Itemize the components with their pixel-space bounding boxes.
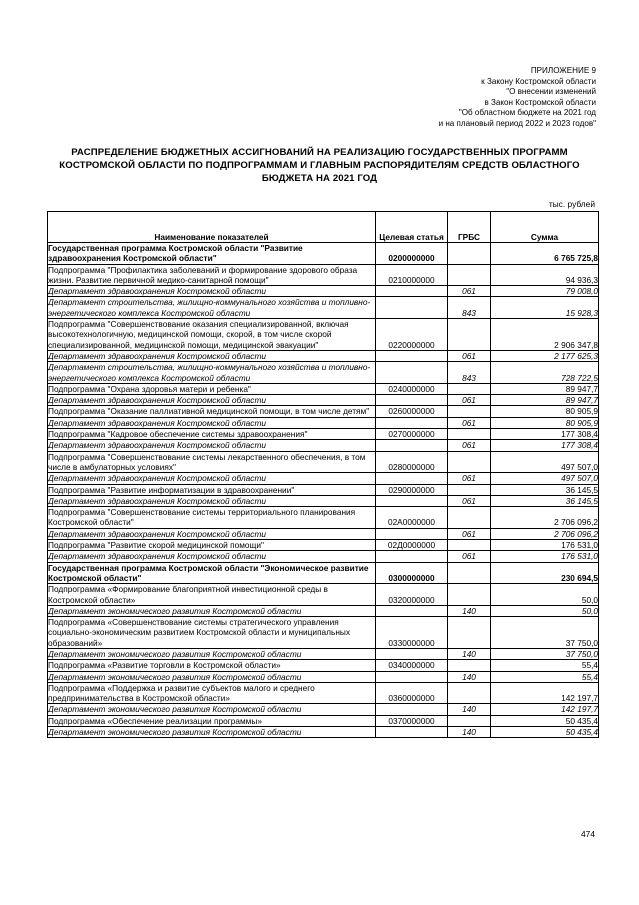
cell-grbs [448,264,491,286]
cell-grbs [448,617,491,649]
cell-sum: 36 145,5 [491,484,599,495]
cell-code [376,495,448,506]
cell-name: Подпрограмма "Совершенствование системы лекарственного обеспечения, в том числе в амбулаторных условиях" [48,451,376,473]
table-row [48,605,599,616]
cell-sum: 79 008,0 [491,286,599,297]
cell-grbs: 061 [448,551,491,562]
table-row [48,395,599,406]
cell-sum: 142 197,7 [491,682,599,704]
cell-name: Департамент экономического развития Костромской области [48,605,376,616]
table-row [48,484,599,495]
cell-name: Департамент здравоохранения Костромской области [48,551,376,562]
table-row [48,319,599,351]
cell-code: 0270000000 [376,429,448,440]
table-row [48,660,599,671]
doc-ref-line-6: и на плановый период 2022 и 2023 годов" [438,118,596,128]
cell-sum: 177 308,4 [491,429,599,440]
cell-grbs [448,562,491,584]
cell-grbs: 843 [448,362,491,384]
table-row [48,473,599,484]
cell-code [376,417,448,428]
units-caption: тыс. рублей [548,199,595,209]
table-header [48,212,599,243]
cell-sum: 80 905,9 [491,406,599,417]
cell-sum: 37 750,0 [491,648,599,659]
column-header-name: Наименование показателей [48,212,376,243]
cell-grbs [448,584,491,606]
cell-code [376,528,448,539]
cell-grbs [448,429,491,440]
cell-name: Государственная программа Костромской области "Экономическое развитие Костромской области" [48,562,376,584]
cell-code [376,286,448,297]
cell-grbs [448,507,491,529]
cell-sum: 497 507,0 [491,473,599,484]
cell-sum: 50,0 [491,584,599,606]
table-row [48,648,599,659]
cell-name: Департамент здравоохранения Костромской области [48,395,376,406]
table-row [48,551,599,562]
cell-name: Департамент здравоохранения Костромской области [48,473,376,484]
cell-name: Департамент здравоохранения Костромской области [48,528,376,539]
cell-grbs: 061 [448,350,491,361]
cell-code: 02А0000000 [376,507,448,529]
table-row [48,682,599,704]
cell-name: Департамент здравоохранения Костромской области [48,440,376,451]
table-body [48,243,599,738]
cell-name: Департамент экономического развития Костромской области [48,648,376,659]
cell-sum: 15 928,3 [491,297,599,319]
cell-grbs [448,451,491,473]
cell-name: Департамент экономического развития Костромской области [48,727,376,738]
cell-name: Подпрограмма "Кадровое обеспечение системы здравоохранения" [48,429,376,440]
table-row [48,264,599,286]
column-header-sum: Сумма [491,212,599,243]
cell-grbs: 140 [448,605,491,616]
cell-sum: 176 531,0 [491,551,599,562]
cell-sum: 2 177 625,3 [491,350,599,361]
cell-grbs: 140 [448,704,491,715]
document-reference-block [296,66,596,130]
cell-code: 0200000000 [376,243,448,265]
cell-code: 0240000000 [376,383,448,394]
page-number: 474 [581,829,595,839]
table-row [48,243,599,265]
cell-name: Государственная программа Костромской области "Развитие здравоохранения Костромской области" [48,243,376,265]
cell-grbs: 061 [448,286,491,297]
cell-name: Департамент здравоохранения Костромской области [48,286,376,297]
doc-ref-line-1: ПРИЛОЖЕНИЕ 9 [530,66,596,75]
cell-code [376,648,448,659]
cell-sum: 50 435,4 [491,727,599,738]
cell-grbs [448,540,491,551]
cell-grbs: 061 [448,440,491,451]
cell-grbs [448,319,491,351]
cell-code: 0300000000 [376,562,448,584]
cell-grbs [448,484,491,495]
cell-code [376,727,448,738]
cell-code: 0360000000 [376,682,448,704]
cell-code: 0320000000 [376,584,448,606]
doc-ref-line-4: в Закон Костромской области [484,97,596,107]
cell-code: 0290000000 [376,484,448,495]
table-row [48,440,599,451]
cell-grbs [448,383,491,394]
cell-name: Департамент экономического развития Костромской области [48,671,376,682]
cell-code [376,297,448,319]
cell-name: Подпрограмма "Развитие информатизации в здравоохранении" [48,484,376,495]
table-row [48,429,599,440]
cell-sum: 230 694,5 [491,562,599,584]
cell-name: Подпрограмма «Развитие торговли в Костромской области» [48,660,376,671]
cell-sum: 36 145,5 [491,495,599,506]
cell-code [376,440,448,451]
cell-code: 0330000000 [376,617,448,649]
table-row [48,495,599,506]
cell-code [376,350,448,361]
cell-grbs: 140 [448,671,491,682]
cell-grbs: 140 [448,727,491,738]
table-row [48,507,599,529]
cell-code: 0220000000 [376,319,448,351]
cell-name: Подпрограмма «Совершенствование системы стратегического управления социально-экономическим развитием Костромской области и муниципальных образований» [48,617,376,649]
cell-grbs: 843 [448,297,491,319]
cell-code: 0280000000 [376,451,448,473]
cell-sum: 142 197,7 [491,704,599,715]
table-row [48,617,599,649]
cell-grbs [448,243,491,265]
cell-code: 0340000000 [376,660,448,671]
table-row [48,297,599,319]
cell-sum: 728 722,5 [491,362,599,384]
page-title: РАСПРЕДЕЛЕНИЕ БЮДЖЕТНЫХ АССИГНОВАНИЙ НА РЕАЛИЗАЦИЮ ГОСУДАРСТВЕННЫХ ПРОГРАММ КОСТРОМСКОЙ ОБЛАСТИ ПО ПОДПРОГРАММАМ И ГЛАВНЫМ РАСПОРЯДИТЕЛЯМ СРЕДСТВ ОБЛАСТНОГО БЮДЖЕТА НА 2021 ГОД [59,147,580,185]
cell-name: Подпрограмма "Развитие скорой медицинской помощи" [48,540,376,551]
cell-name: Подпрограмма «Формирование благоприятной инвестиционной среды в Костромской области» [48,584,376,606]
cell-sum: 176 531,0 [491,540,599,551]
doc-ref-line-5: "Об областном бюджете на 2021 год [458,108,596,118]
cell-sum: 37 750,0 [491,617,599,649]
table-row [48,406,599,417]
cell-grbs: 061 [448,395,491,406]
cell-grbs [448,660,491,671]
cell-code [376,671,448,682]
cell-code: 0210000000 [376,264,448,286]
table-row [48,350,599,361]
cell-code [376,704,448,715]
cell-name: Подпрограмма "Профилактика заболеваний и формирование здорового образа жизни. Развитие первичной медико-санитарной помощи" [48,264,376,286]
cell-name: Подпрограмма "Охрана здоровья матери и ребенка" [48,383,376,394]
cell-sum: 89 947,7 [491,383,599,394]
cell-sum: 2 706 096,2 [491,507,599,529]
budget-table [47,211,599,738]
cell-name: Подпрограмма "Совершенствование системы территориального планирования Костромской области" [48,507,376,529]
cell-sum: 50,0 [491,605,599,616]
table-row [48,540,599,551]
table-row [48,584,599,606]
cell-grbs: 061 [448,473,491,484]
cell-code [376,605,448,616]
cell-sum: 177 308,4 [491,440,599,451]
cell-code [376,473,448,484]
cell-name: Департамент здравоохранения Костромской области [48,495,376,506]
cell-code [376,551,448,562]
cell-sum: 2 706 096,2 [491,528,599,539]
cell-sum: 55,4 [491,660,599,671]
cell-sum: 94 936,3 [491,264,599,286]
cell-name: Департамент экономического развития Костромской области [48,704,376,715]
cell-sum: 497 507,0 [491,451,599,473]
table-row [48,671,599,682]
cell-grbs: 061 [448,528,491,539]
cell-code [376,362,448,384]
cell-name: Департамент строительства, жилищно-коммунального хозяйства и топливно-энергетического комплекса Костромской области [48,297,376,319]
cell-code [376,395,448,406]
table-row [48,727,599,738]
doc-ref-line-3: "О внесении изменений [506,87,596,97]
cell-name: Департамент строительства, жилищно-коммунального хозяйства и топливно-энергетического комплекса Костромской области [48,362,376,384]
cell-grbs [448,715,491,726]
cell-sum: 50 435,4 [491,715,599,726]
cell-sum: 6 765 725,8 [491,243,599,265]
table-row [48,383,599,394]
cell-grbs: 061 [448,417,491,428]
cell-name: Департамент здравоохранения Костромской области [48,417,376,428]
table-row [48,715,599,726]
cell-name: Подпрограмма «Обеспечение реализации программы» [48,715,376,726]
cell-sum: 2 906 347,8 [491,319,599,351]
cell-grbs [448,682,491,704]
doc-ref-line-2: к Закону Костромской области [481,76,596,86]
cell-code: 0260000000 [376,406,448,417]
cell-sum: 89 947,7 [491,395,599,406]
table-header-row [48,212,599,243]
column-header-code: Целевая статья [376,212,448,243]
table-row [48,528,599,539]
cell-sum: 80 905,9 [491,417,599,428]
table-row [48,704,599,715]
cell-name: Департамент здравоохранения Костромской области [48,350,376,361]
cell-code: 0370000000 [376,715,448,726]
cell-sum: 55,4 [491,671,599,682]
table-row [48,286,599,297]
cell-grbs: 140 [448,648,491,659]
cell-code: 02Д0000000 [376,540,448,551]
cell-name: Подпрограмма «Поддержка и развитие субъектов малого и среднего предпринимательства в Костромской области» [48,682,376,704]
cell-grbs: 061 [448,495,491,506]
cell-name: Подпрограмма "Совершенствование оказания специализированной, включая высокотехнологичную, медицинской помощи, скорой, в том числе скорой специализированной, медицинской помощи, медицинской эвакуации" [48,319,376,351]
table-row [48,451,599,473]
table-row [48,562,599,584]
cell-grbs [448,406,491,417]
column-header-grbs: ГРБС [448,212,491,243]
table-row [48,417,599,428]
cell-name: Подпрограмма "Оказание паллиативной медицинской помощи, в том числе детям" [48,406,376,417]
budget-table-wrapper [47,211,598,738]
table-row [48,362,599,384]
